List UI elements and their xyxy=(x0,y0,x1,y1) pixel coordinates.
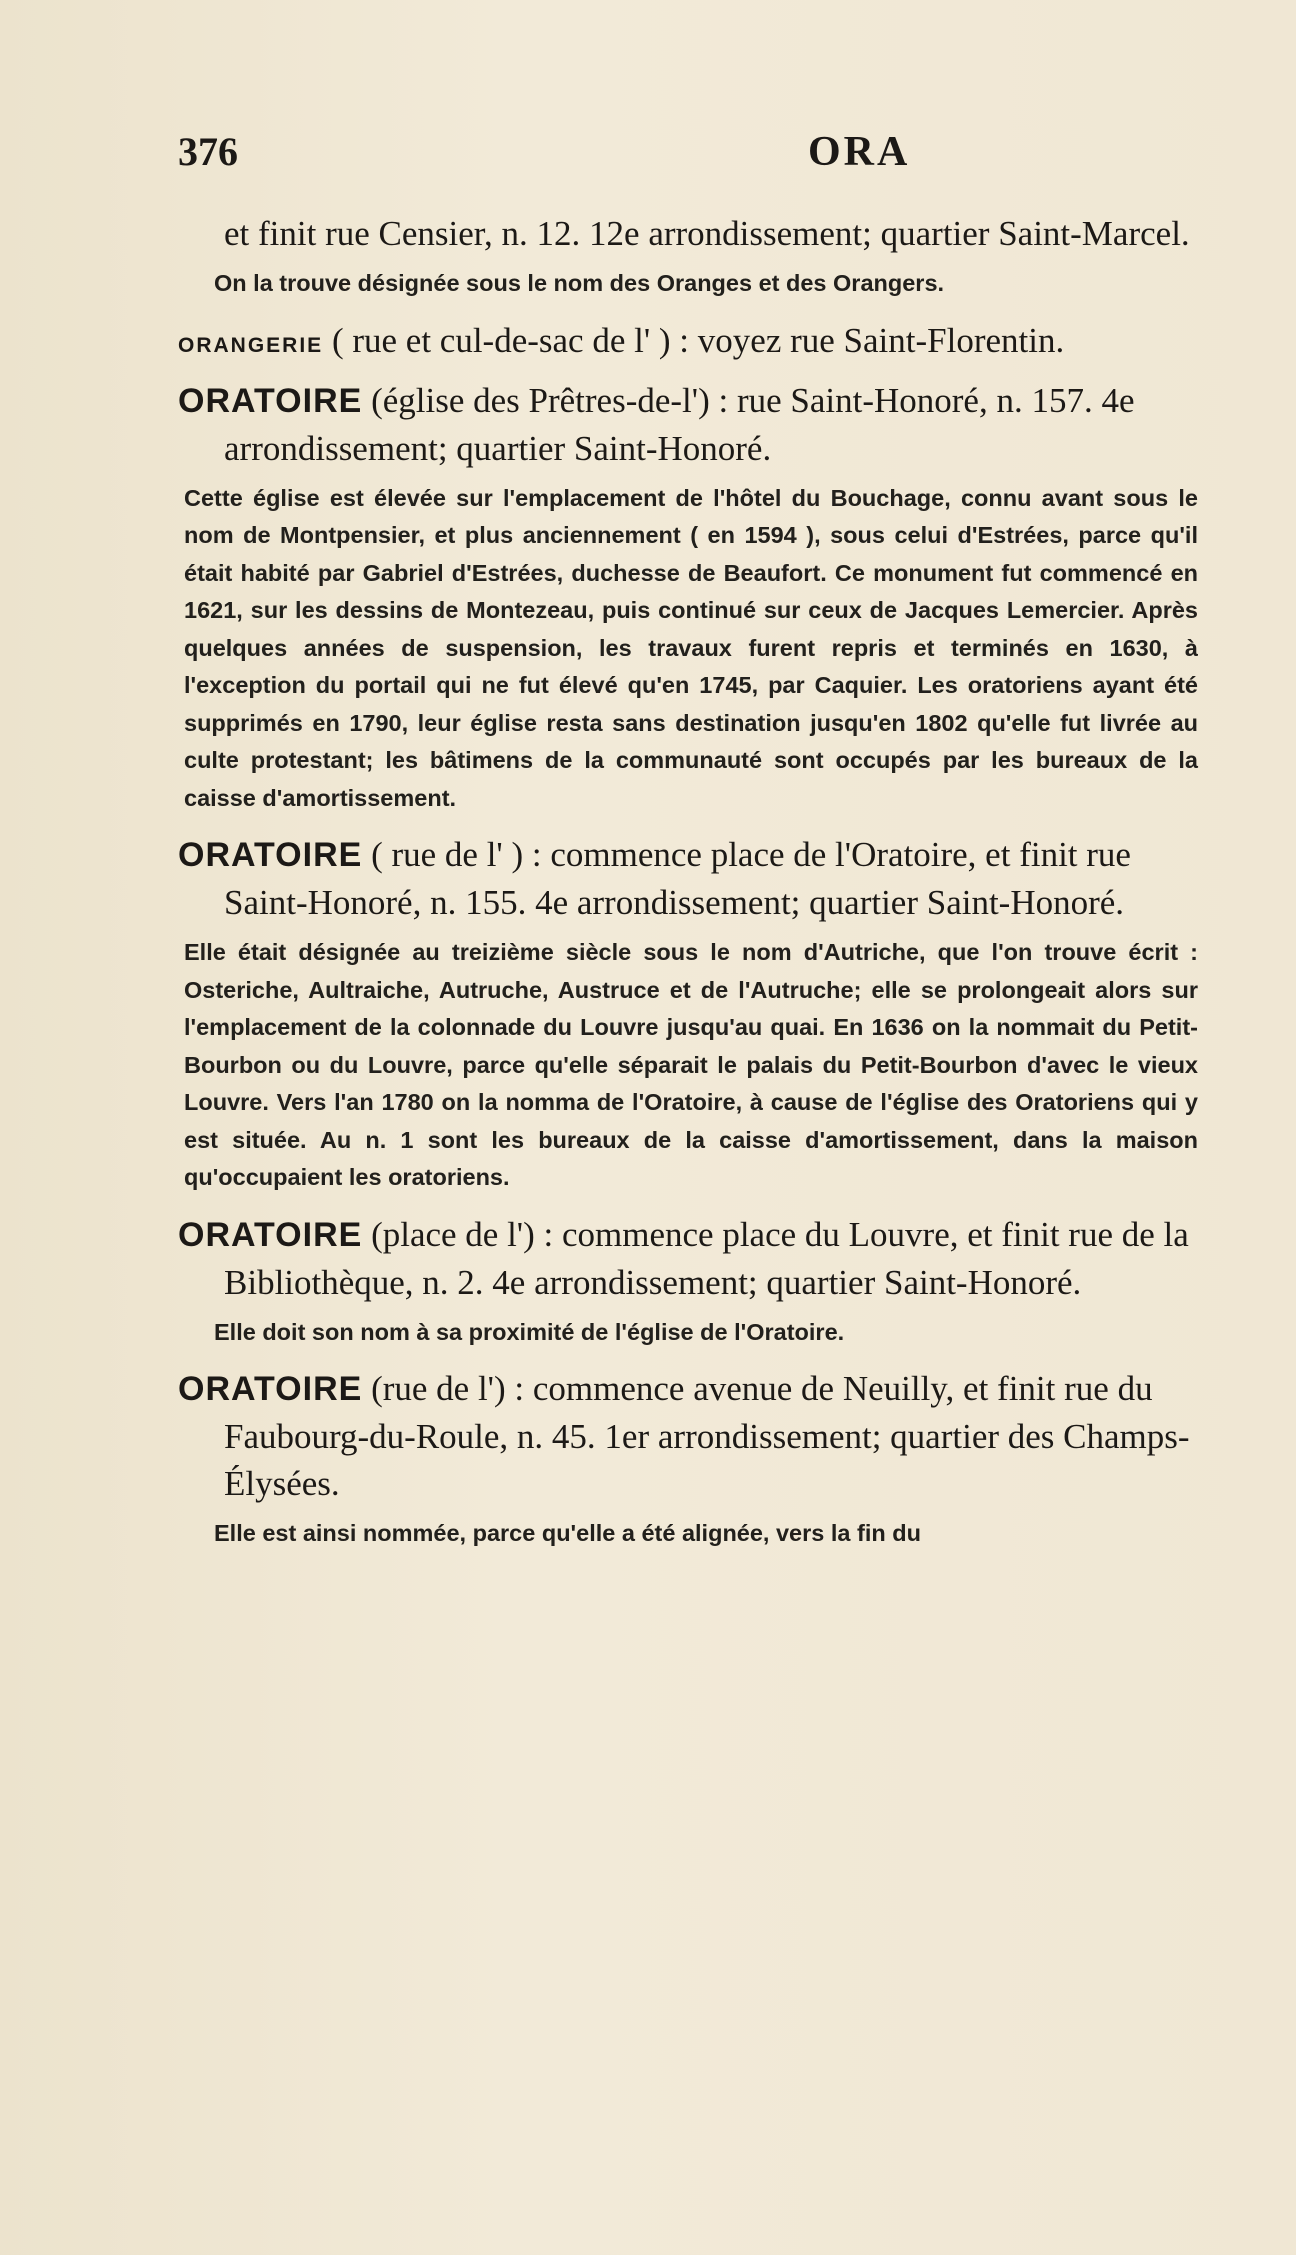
entry-note: Elle est ainsi nommée, parce qu'elle a été alignée, vers la fin du xyxy=(214,1520,921,1546)
entry-oratoire-place xyxy=(178,1211,1198,1306)
entry-headword: ORANGERIE xyxy=(178,333,324,357)
entry-oratoire-eglise xyxy=(178,377,1198,472)
entry-headword: ORATOIRE xyxy=(178,1370,363,1408)
entry-text: ( rue et cul-de-sac de l' ) : voyez rue Saint-Florentin. xyxy=(331,320,1065,360)
entry-note: Elle était désignée au treizième siècle sous le nom d'Autriche, que l'on trouve écrit : Osteriche, Aultraiche, Autruche, Austruce et de l'Autruche; elle se prolongeait alors sur l'emplacement de la colonnade du Louvre jusqu'au quai. En 1636 on la nommait du Petit-Bourbon ou du Louvre, parce qu'elle séparait le palais du Petit-Bourbon d'avec le vieux Louvre. Vers l'an 1780 on la nomma de l'Oratoire, à cause de l'église des Oratoriens qui y est située. Au n. 1 sont les bureaux de la caisse d'amortissement, dans la maison qu'occupaient les oratoriens. xyxy=(184,939,1198,1190)
entry-headword: ORATOIRE xyxy=(178,1215,363,1254)
entry-text: (église des Prêtres-de-l') : rue Saint-Honoré, n. 157. 4e arrondissement; quartier Saint-Honoré. xyxy=(224,380,1135,468)
running-head: ORA xyxy=(808,129,911,175)
entry-headword: ORATOIRE xyxy=(178,836,363,874)
entry-text: (place de l') : commence place du Louvre, et finit rue de la Bibliothèque, n. 2. 4e arrondissement; quartier Saint-Honoré. xyxy=(224,1214,1189,1302)
page-number: 376 xyxy=(178,129,238,174)
entry-note: Elle doit son nom à sa proximité de l'église de l'Oratoire. xyxy=(214,1318,845,1345)
entry-oratoire-rue xyxy=(178,831,1198,926)
entry-text: ( rue de l' ) : commence place de l'Oratoire, et finit rue Saint-Honoré, n. 155. 4e arrondissement; quartier Saint-Honoré. xyxy=(224,835,1131,922)
entry-oratoire-rue-neuilly xyxy=(178,1365,1198,1507)
entry-note: On la trouve désignée sous le nom des Oranges et des Orangers. xyxy=(214,270,945,296)
page-body xyxy=(178,210,1198,1567)
entry-text: (rue de l') : commence avenue de Neuilly, et finit rue du Faubourg-du-Roule, n. 45. 1er arrondissement; quartier des Champs-Élysées. xyxy=(224,1369,1190,1503)
entry-continuation-text: et finit rue Censier, n. 12. 12e arrondissement; quartier Saint-Marcel. xyxy=(224,214,1190,253)
page-header xyxy=(178,128,1178,178)
entry-headword: ORATOIRE xyxy=(178,381,363,420)
entry-note: Cette église est élevée sur l'emplacement de l'hôtel du Bouchage, connu avant sous le nom de Montpensier, et plus anciennement ( en 1594 ), sous celui d'Estrées, parce qu'il était habité par Gabriel d'Estrées, duchesse de Beaufort. Ce monument fut commencé en 1621, sur les dessins de Montezeau, puis continué sur ceux de Jacques Lemercier. Après quelques années de suspension, les travaux furent repris et terminés en 1630, à l'exception du portail qui ne fut élevé qu'en 1745, par Caquier. Les oratoriens ayant été supprimés en 1790, leur église resta sans destination jusqu'en 1802 qu'elle fut livrée au culte protestant; les bâtimens de la communauté sont occupés par les bureaux de la caisse d'amortissement. xyxy=(184,484,1198,811)
entry-orangerie xyxy=(178,317,1198,369)
